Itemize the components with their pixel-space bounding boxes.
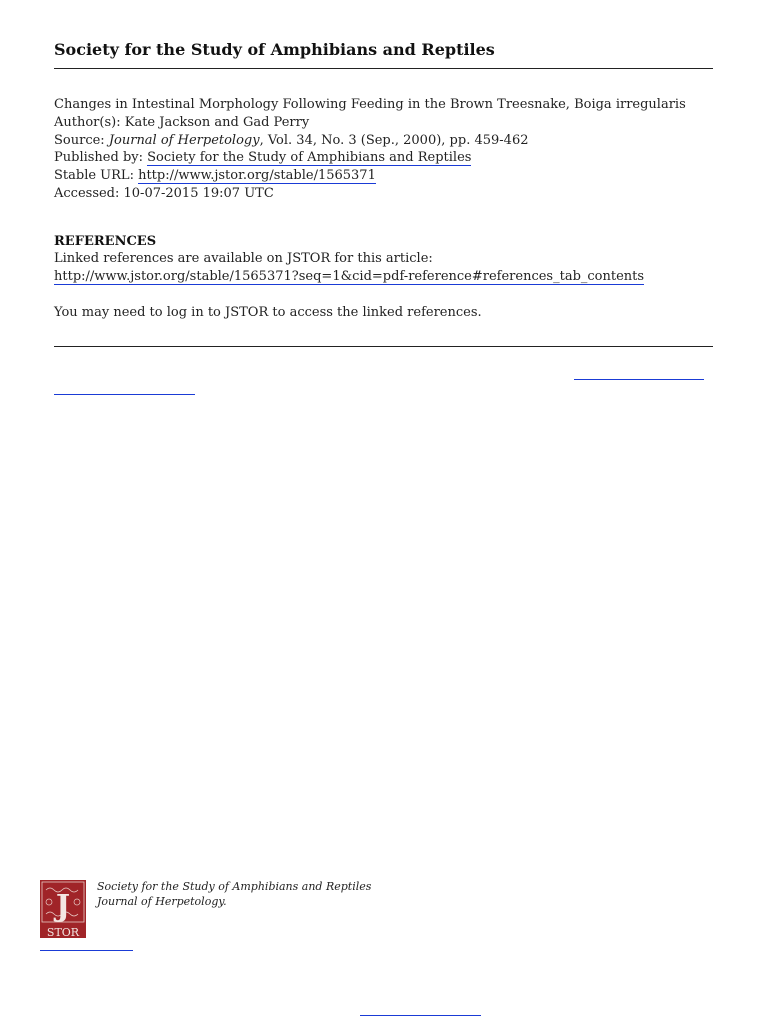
- footer-attribution: [97, 880, 371, 909]
- jstor-link-underline[interactable]: [40, 950, 133, 951]
- bottom-divider: [54, 346, 713, 347]
- login-note: You may need to log in to JSTOR to access the linked references.: [54, 305, 482, 320]
- source-details: , Vol. 34, No. 3 (Sep., 2000), pp. 459-462: [259, 132, 529, 148]
- published-label: Published by:: [54, 150, 148, 166]
- published-line: [54, 149, 686, 167]
- footer-publisher: Society for the Study of Amphibians and Reptiles: [97, 880, 372, 893]
- jstor-logo-icon[interactable]: [40, 880, 86, 938]
- stable-url-line: [54, 167, 686, 185]
- journal-name: Journal of Herpetology: [108, 132, 260, 148]
- terms-link-underline-continued[interactable]: [54, 394, 195, 395]
- references-url-line: [54, 269, 644, 284]
- top-divider: [54, 68, 713, 69]
- publisher-heading: Society for the Study of Amphibians and Reptiles: [54, 40, 495, 59]
- authors-line: [54, 114, 686, 132]
- references-heading: REFERENCES: [54, 234, 157, 249]
- terms-link-underline[interactable]: [574, 379, 704, 380]
- authors-value: Kate Jackson and Gad Perry: [124, 114, 310, 130]
- footer-journal: Journal of Herpetology.: [97, 894, 227, 908]
- authors-label: Author(s):: [54, 114, 125, 130]
- article-title: Changes in Intestinal Morphology Following Feeding in the Brown Treesnake, Boiga irregularis: [54, 97, 686, 112]
- jstor-logo-letter: J: [55, 889, 71, 924]
- footer-link-underline[interactable]: [360, 1015, 481, 1016]
- references-link[interactable]: http://www.jstor.org/stable/1565371?seq=1&cid=pdf-reference#references_tab_contents: [54, 269, 645, 284]
- source-label: Source:: [54, 132, 109, 148]
- stable-url-link[interactable]: http://www.jstor.org/stable/1565371: [138, 168, 376, 184]
- publisher-link[interactable]: Society for the Study of Amphibians and Reptiles: [147, 150, 472, 166]
- accessed-line: Accessed: 10-07-2015 19:07 UTC: [54, 185, 274, 201]
- references-available-text: Linked references are available on JSTOR for this article:: [54, 251, 433, 266]
- source-line: [54, 132, 686, 150]
- stable-url-label: Stable URL:: [54, 168, 139, 184]
- article-metadata: [54, 96, 686, 203]
- jstor-logo-text: STOR: [46, 926, 80, 938]
